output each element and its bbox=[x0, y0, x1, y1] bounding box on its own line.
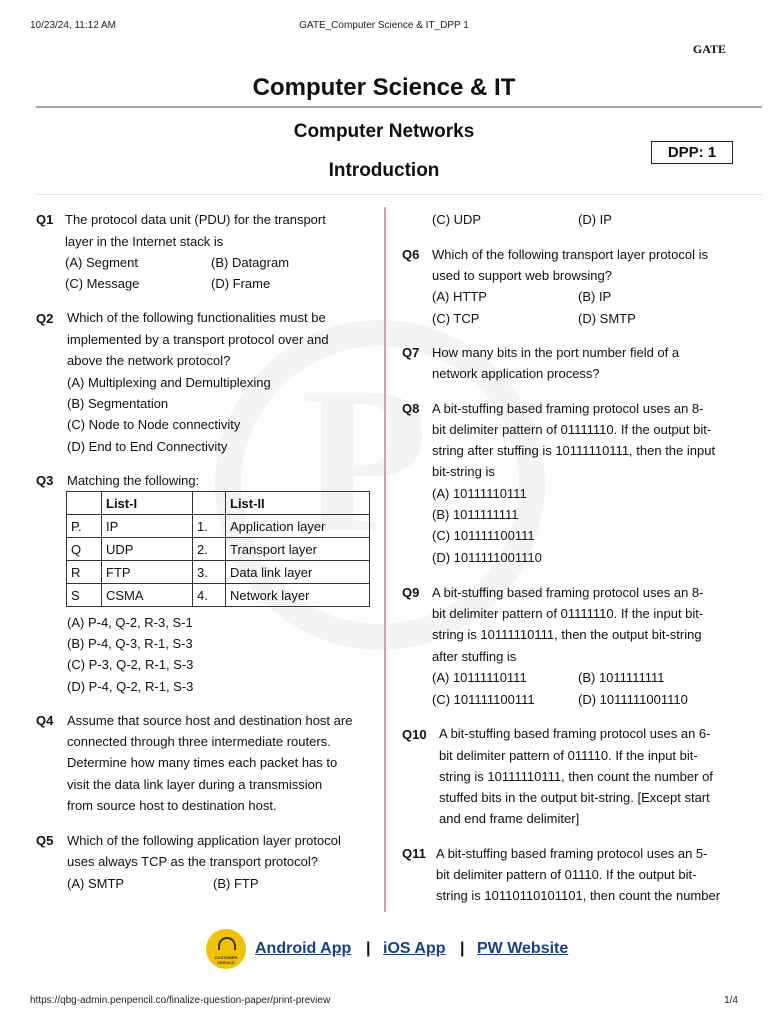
question-number: Q4 bbox=[36, 713, 54, 728]
question-text: Determine how many times each packet has to bbox=[67, 755, 338, 770]
question-number: Q3 bbox=[36, 473, 54, 488]
page-title: Computer Science & IT bbox=[252, 74, 516, 101]
option: (C) 101111100111 bbox=[432, 692, 535, 707]
badge-text: CUSTOMER SERVICE bbox=[214, 955, 238, 965]
brand-label: GATE bbox=[692, 42, 726, 56]
question-text: How many bits in the port number field of a bbox=[432, 345, 680, 360]
question-text: layer in the Internet stack is bbox=[65, 234, 224, 249]
option: (B) IP bbox=[578, 289, 612, 304]
option: (A) P-4, Q-2, R-3, S-1 bbox=[67, 615, 193, 630]
option: (D) SMTP bbox=[578, 311, 636, 326]
table-cell: Data link layer bbox=[226, 561, 370, 584]
option: (C) P-3, Q-2, R-1, S-3 bbox=[67, 657, 194, 672]
option: (A) HTTP bbox=[432, 289, 487, 304]
question-text: from source host to destination host. bbox=[67, 798, 277, 813]
android-app-link[interactable]: Android App bbox=[255, 940, 352, 957]
question-text: A bit-stuffing based framing protocol uses an 6- bbox=[439, 726, 711, 741]
question-text: bit delimiter pattern of 01110. If the output bit- bbox=[436, 867, 697, 882]
question-text: A bit-stuffing based framing protocol uses an 8- bbox=[432, 585, 704, 600]
question-text: A bit-stuffing based framing protocol uses an 5- bbox=[436, 846, 708, 861]
question-text: Which of the following transport layer protocol is bbox=[432, 247, 709, 262]
option: (D) End to End Connectivity bbox=[67, 439, 228, 454]
option: (A) Multiplexing and Demultiplexing bbox=[67, 375, 271, 390]
matching-table bbox=[66, 491, 370, 607]
option: (D) 1011111001110 bbox=[578, 692, 688, 707]
column-divider bbox=[384, 207, 386, 912]
dpp-badge: DPP: 1 bbox=[651, 141, 733, 164]
print-doc-title: GATE_Computer Science & IT_DPP 1 bbox=[299, 20, 469, 31]
table-row bbox=[67, 584, 370, 607]
table-cell: 2. bbox=[193, 538, 226, 561]
question-text: Which of the following application layer protocol bbox=[67, 833, 341, 848]
question-text: bit delimiter pattern of 01111110. If the input bit- bbox=[432, 606, 704, 621]
question-text: above the network protocol? bbox=[67, 353, 231, 368]
question-text: bit delimiter pattern of 011110. If the input bit- bbox=[439, 748, 698, 763]
question-number: Q6 bbox=[402, 247, 420, 262]
table-row bbox=[67, 538, 370, 561]
question-text: Matching the following: bbox=[67, 473, 200, 488]
question-text: string is 10110110101101, then count the number bbox=[436, 888, 721, 903]
option: (B) FTP bbox=[213, 876, 259, 891]
table-cell: P. bbox=[67, 515, 102, 538]
question-text: bit delimiter pattern of 01111110. If the output bit- bbox=[432, 422, 712, 437]
question-text: implemented by a transport protocol over and bbox=[67, 332, 329, 347]
ios-app-link[interactable]: iOS App bbox=[383, 940, 446, 957]
question-number: Q7 bbox=[402, 345, 420, 360]
table-cell: Q bbox=[67, 538, 102, 561]
pw-website-link[interactable]: PW Website bbox=[477, 940, 569, 957]
question-text: string is 10111110111, then the output bit-string bbox=[432, 627, 702, 642]
option: (B) Datagram bbox=[211, 255, 290, 270]
question-number: Q11 bbox=[402, 846, 426, 861]
question-number: Q8 bbox=[402, 401, 420, 416]
question-text: Which of the following functionalities must be bbox=[67, 310, 326, 325]
table-header-cell: List-I bbox=[102, 492, 193, 515]
question-text: A bit-stuffing based framing protocol uses an 8- bbox=[432, 401, 704, 416]
link-separator: | bbox=[366, 940, 371, 957]
title-rule bbox=[36, 106, 762, 108]
option: (D) IP bbox=[578, 212, 612, 227]
table-cell: Application layer bbox=[226, 515, 370, 538]
table-header-cell: List-II bbox=[226, 492, 370, 515]
option: (D) 1011111001110 bbox=[432, 550, 542, 565]
question-text: visit the data link layer during a transmission bbox=[67, 777, 323, 792]
headset-icon bbox=[218, 937, 236, 950]
option: (A) 10111110111 bbox=[432, 670, 527, 685]
print-datetime: 10/23/24, 11:12 AM bbox=[30, 20, 116, 31]
option: (C) Node to Node connectivity bbox=[67, 417, 241, 432]
question-text: uses always TCP as the transport protocol? bbox=[67, 854, 318, 869]
question-number: Q10 bbox=[402, 727, 427, 742]
question-text: used to support web browsing? bbox=[432, 268, 612, 283]
option: (A) Segment bbox=[65, 255, 138, 270]
customer-service-icon[interactable] bbox=[206, 929, 246, 969]
option: (B) 1011111111 bbox=[578, 670, 665, 685]
table-cell: 4. bbox=[193, 584, 226, 607]
option: (B) P-4, Q-3, R-1, S-3 bbox=[67, 636, 193, 651]
table-cell bbox=[67, 492, 102, 515]
option: (B) Segmentation bbox=[67, 396, 169, 411]
option: (B) 1011111111 bbox=[432, 507, 519, 522]
option: (C) TCP bbox=[432, 311, 480, 326]
question-text: network application process? bbox=[432, 366, 600, 381]
table-row bbox=[67, 515, 370, 538]
topic-title: Introduction bbox=[328, 160, 440, 181]
table-cell: IP bbox=[102, 515, 193, 538]
table-cell: FTP bbox=[102, 561, 193, 584]
table-cell: UDP bbox=[102, 538, 193, 561]
question-text: The protocol data unit (PDU) for the transport bbox=[65, 212, 326, 227]
table-cell bbox=[193, 492, 226, 515]
question-text: stuffed bits in the output bit-string. [Except start bbox=[439, 790, 710, 805]
header-divider bbox=[36, 194, 762, 195]
option: (C) 101111100111 bbox=[432, 528, 535, 543]
question-number: Q2 bbox=[36, 311, 54, 326]
table-cell: Network layer bbox=[226, 584, 370, 607]
option: (C) UDP bbox=[432, 212, 482, 227]
question-text: string after stuffing is 10111110111, then the input bbox=[432, 443, 716, 458]
question-number: Q1 bbox=[36, 212, 54, 227]
option: (C) Message bbox=[65, 276, 140, 291]
question-text: connected through three intermediate routers. bbox=[67, 734, 331, 749]
question-text: string is 10111110111, then count the number of bbox=[439, 769, 713, 784]
table-header-row bbox=[67, 492, 370, 515]
table-cell: Transport layer bbox=[226, 538, 370, 561]
option: (D) P-4, Q-2, R-1, S-3 bbox=[67, 679, 194, 694]
question-text: and end frame delimiter] bbox=[439, 811, 580, 826]
subject-title: Computer Networks bbox=[293, 121, 475, 142]
question-number: Q9 bbox=[402, 585, 420, 600]
table-cell: S bbox=[67, 584, 102, 607]
print-url: https://qbg-admin.penpencil.co/finalize-question-paper/print-preview bbox=[30, 995, 331, 1006]
table-cell: 1. bbox=[193, 515, 226, 538]
page-number: 1/4 bbox=[724, 995, 738, 1006]
option: (D) Frame bbox=[211, 276, 271, 291]
table-cell: R bbox=[67, 561, 102, 584]
question-text: Assume that source host and destination host are bbox=[67, 713, 353, 728]
question-number: Q5 bbox=[36, 833, 54, 848]
link-separator: | bbox=[460, 940, 465, 957]
table-cell: 3. bbox=[193, 561, 226, 584]
question-text: after stuffing is bbox=[432, 649, 517, 664]
option: (A) 10111110111 bbox=[432, 486, 527, 501]
table-row bbox=[67, 561, 370, 584]
question-text: bit-string is bbox=[432, 464, 495, 479]
table-cell: CSMA bbox=[102, 584, 193, 607]
option: (A) SMTP bbox=[67, 876, 125, 891]
